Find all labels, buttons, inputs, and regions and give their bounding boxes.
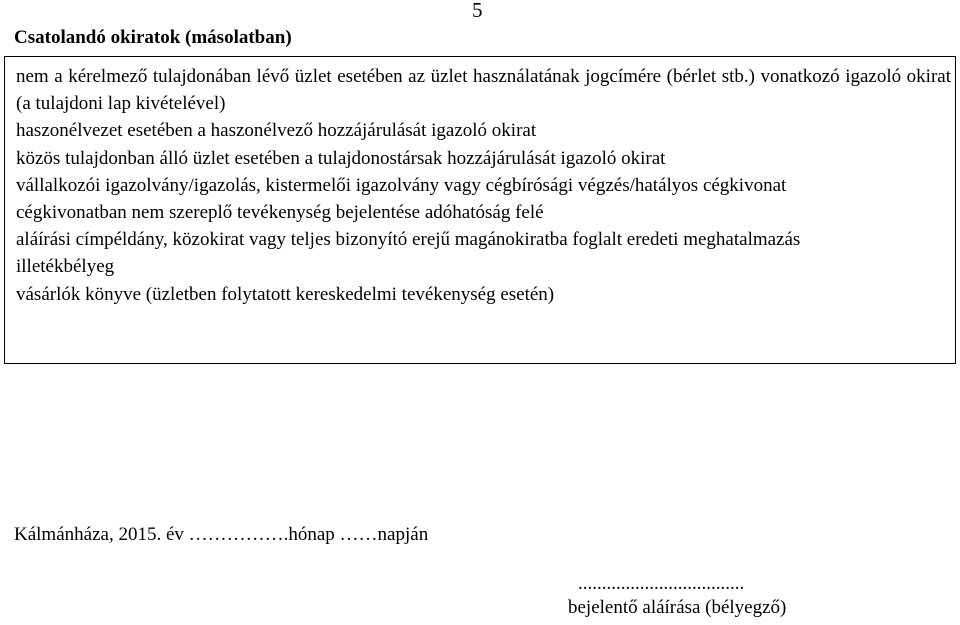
attachment-item-co-owners: közös tulajdonban álló üzlet esetében a tulajdonostársak hozzájárulását igazoló okirat (16, 147, 666, 169)
attachment-item-entrepreneur-license: vállalkozói igazolvány/igazolás, kistermelői igazolvány vagy cégbírósági végzés/hatályos cégkivonat (16, 174, 787, 196)
attachment-item-usufruct: haszonélvezet esetében a haszonélvező hozzájárulását igazoló okirat (16, 120, 537, 142)
attachment-item-customer-book: vásárlók könyve (üzletben folytatott kereskedelmi tevékenység esetén) (16, 283, 555, 305)
place-date-line: Kálmánháza, 2015. év …………….hónap ……napján (14, 524, 429, 545)
attachments-list (16, 63, 951, 308)
attachment-item-activity-notification: cégkivonatban nem szereplő tevékenység bejelentése adóhatóság felé (16, 202, 544, 224)
attachment-item-signature-specimen: aláírási címpéldány, közokirat vagy teljes bizonyító erejű magánokiratba foglalt eredeti meghatalmazás (16, 229, 801, 251)
signature-block (560, 572, 850, 620)
signature-caption: bejelentő aláírása (bélyegző) (568, 597, 787, 618)
page-number: 5 (472, 0, 483, 22)
signature-line: ................................... (578, 573, 745, 594)
attachments-box (4, 56, 956, 364)
attachment-item-duty-stamp: illetékbélyeg (16, 256, 115, 278)
attachment-item-usage-title: nem a kérelmező tulajdonában lévő üzlet esetében az üzlet használatának jogcímére (bérlet stb.) vonatkozó igazoló okirat (a tulajdoni lap kivételével) (16, 66, 951, 115)
section-title: Csatolandó okiratok (másolatban) (14, 27, 292, 48)
